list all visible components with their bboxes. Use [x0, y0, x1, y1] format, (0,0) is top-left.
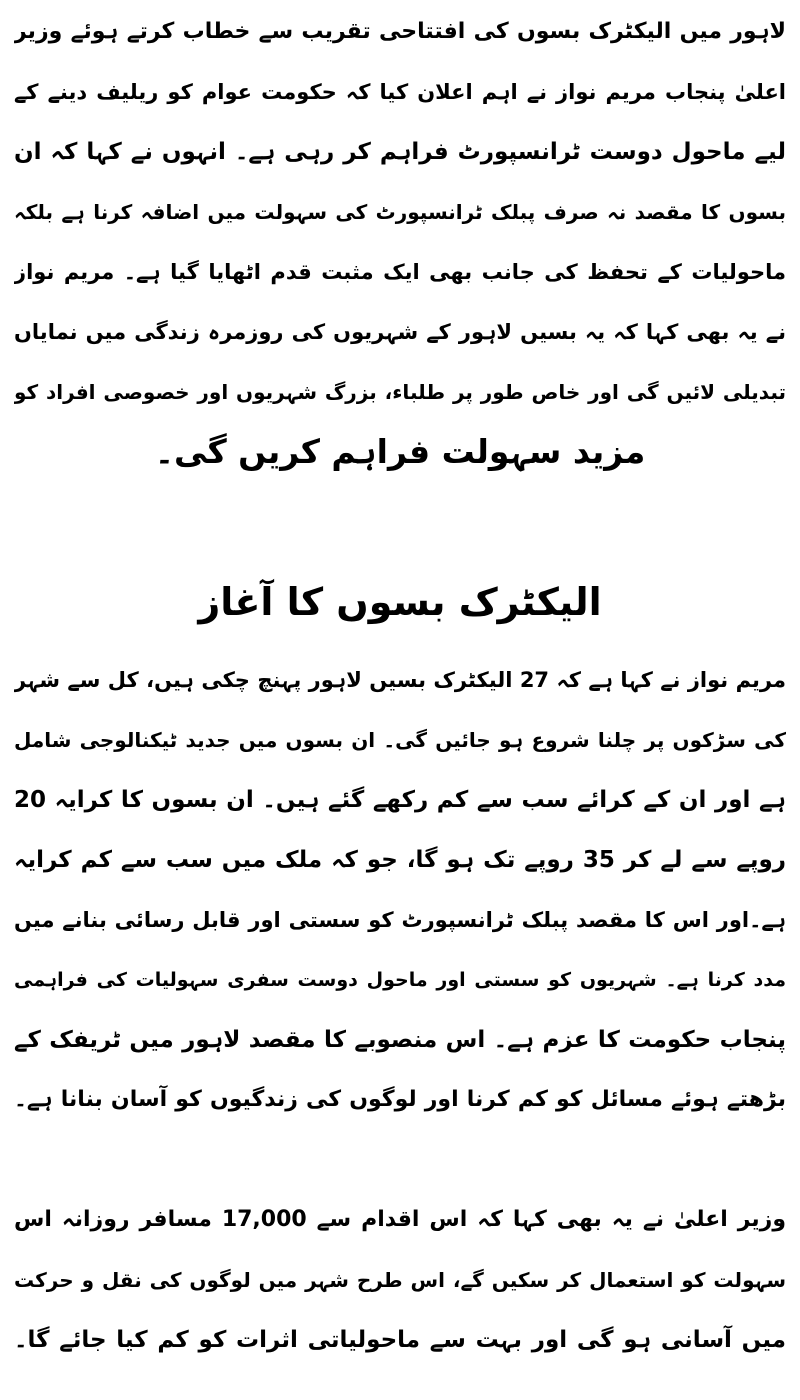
text-line: ماحولیات کے تحفظ کی جانب بھی ایک مثبت قدم اٹھایا گیا ہے۔ مریم نواز	[14, 260, 786, 284]
text-line: لاہور میں الیکٹرک بسوں کی افتتاحی تقریب سے خطاب کرتے ہوئے وزیر	[14, 19, 786, 44]
text-line: مدد کرنا ہے۔ شہریوں کو سستی اور ماحول دوست سفری سہولیات کی فراہمی	[14, 969, 786, 991]
text-line: ہے اور ان کے کرائے سب سے کم رکھے گئے ہیں۔ ان بسوں کا کرایہ 20	[14, 787, 786, 813]
text-line: لیے ماحول دوست ٹرانسپورٹ فراہم کر رہی ہے۔ انہوں نے کہا کہ ان	[14, 139, 786, 165]
text-line: تبدیلی لائیں گی اور خاص طور پر طلباء، بزرگ شہریوں اور خصوصی افراد کو	[14, 380, 786, 404]
text-line: مریم نواز نے کہا ہے کہ 27 الیکٹرک بسیں لاہور پہنچ چکی ہیں، کل سے شہر	[14, 668, 786, 692]
text-line: بسوں کا مقصد نہ صرف پبلک ٹرانسپورٹ کی سہولت میں اضافہ کرنا ہے بلکہ	[14, 200, 786, 224]
paragraph-1	[14, 2, 786, 482]
text-line: سہولت کو استعمال کر سکیں گے، اس طرح شہر میں لوگوں کی نقل و حرکت	[14, 1268, 786, 1292]
text-line: مزید سہولت فراہم کریں گی۔	[154, 432, 646, 471]
text-line: ہے۔اور اس کا مقصد پبلک ٹرانسپورٹ کو سستی اور قابل رسائی بنانے میں	[14, 908, 786, 932]
text-line: پنجاب حکومت کا عزم ہے۔ اس منصوبے کا مقصد لاہور میں ٹریفک کے	[14, 1027, 786, 1053]
text-line: روپے سے لے کر 35 روپے تک ہو گا، جو کہ ملک میں سب سے کم کرایہ	[14, 847, 786, 873]
text-line: بڑھتے ہوئے مسائل کو کم کرنا اور لوگوں کی زندگیوں کو آسان بنانا ہے۔	[14, 1087, 786, 1112]
paragraph-2	[14, 650, 786, 1130]
text-line: نے یہ بھی کہا کہ یہ بسیں لاہور کے شہریوں کی روزمرہ زندگی میں نمایاں	[14, 320, 786, 344]
paragraph-3	[14, 1190, 786, 1370]
text-line: وزیر اعلیٰ نے یہ بھی کہا کہ اس اقدام سے 17,000 مسافر روزانہ اس	[14, 1207, 786, 1232]
text-line: اعلیٰ پنجاب مریم نواز نے اہم اعلان کیا کہ حکومت عوام کو ریلیف دینے کے	[14, 80, 786, 104]
section-heading-block	[14, 572, 786, 632]
text-line: کی سڑکوں پر چلنا شروع ہو جائیں گی۔ ان بسوں میں جدید ٹیکنالوجی شامل	[14, 728, 786, 752]
section-heading: الیکٹرک بسوں کا آغاز	[198, 580, 602, 624]
text-line: میں آسانی ہو گی اور بہت سے ماحولیاتی اثرات کو کم کیا جائے گا۔	[14, 1327, 786, 1353]
